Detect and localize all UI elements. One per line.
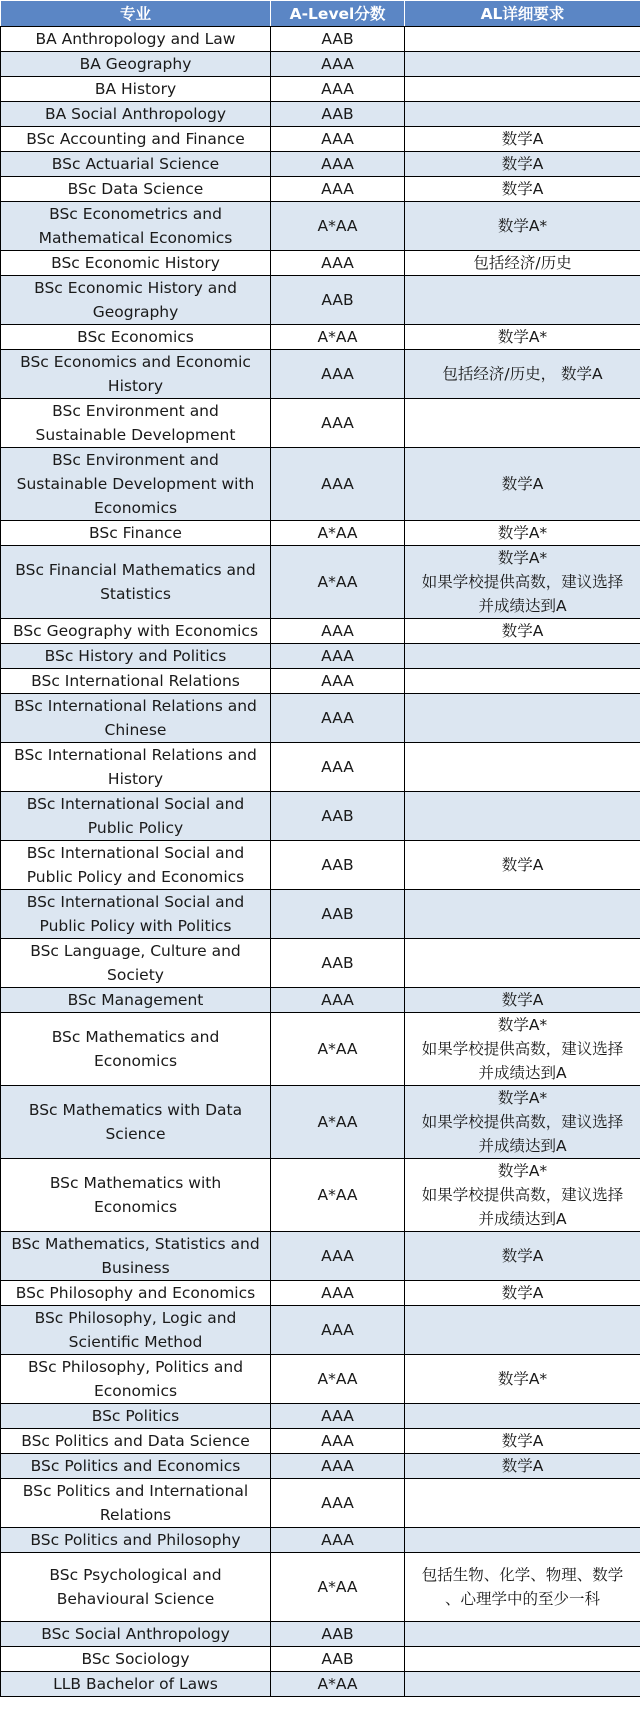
cell-score-text: AAA [321, 365, 354, 383]
cell-score [271, 1355, 405, 1404]
cell-score [271, 77, 405, 102]
cell-detail [405, 1306, 640, 1355]
table-row [1, 521, 640, 546]
cell-score-text: AAA [321, 180, 354, 198]
cell-score [271, 669, 405, 694]
cell-major-text: BSc Geography with Economics [12, 622, 259, 640]
cell-score-text: AAA [321, 1284, 354, 1302]
cell-score [271, 1528, 405, 1553]
cell-score [271, 619, 405, 644]
cell-score-text: A*AA [317, 1370, 358, 1388]
cell-score [271, 152, 405, 177]
cell-score-text: AAA [321, 1321, 354, 1339]
cell-score-text: A*AA [317, 217, 358, 235]
cell-major-text: BSc Language, Culture and Society [30, 942, 241, 984]
cell-detail [405, 52, 640, 77]
cell-major [1, 127, 271, 152]
cell-score-text: AAB [321, 856, 354, 874]
cell-major [1, 1622, 271, 1647]
header-major: 专业 [1, 1, 271, 27]
cell-detail [405, 1647, 640, 1672]
table-row [1, 127, 640, 152]
cell-score-text: AAB [321, 291, 354, 309]
cell-major [1, 1553, 271, 1622]
cell-score-text: AAA [321, 1494, 354, 1512]
cell-detail-text: 包括生物、化学、物理、数学 、心理学中的至少一科 [421, 1566, 624, 1608]
cell-major [1, 1429, 271, 1454]
cell-score [271, 127, 405, 152]
table-row [1, 1013, 640, 1086]
table-row [1, 251, 640, 276]
cell-major [1, 52, 271, 77]
cell-score [271, 251, 405, 276]
cell-score [271, 1454, 405, 1479]
cell-score-text: AAA [321, 672, 354, 690]
cell-score [271, 1622, 405, 1647]
cell-detail [405, 177, 640, 202]
cell-score-text: AAA [321, 991, 354, 1009]
table-row [1, 939, 640, 988]
cell-detail [405, 988, 640, 1013]
cell-major-text: BSc Economics [77, 328, 194, 346]
cell-major [1, 644, 271, 669]
table-row [1, 1306, 640, 1355]
table-row [1, 1622, 640, 1647]
cell-major-text: BSc Politics and Data Science [21, 1432, 250, 1450]
cell-major [1, 1013, 271, 1086]
cell-score-text: A*AA [317, 328, 358, 346]
cell-major [1, 177, 271, 202]
cell-detail-text: 数学A* [497, 524, 548, 542]
table-row [1, 1479, 640, 1528]
cell-major [1, 77, 271, 102]
table-row [1, 1086, 640, 1159]
cell-detail [405, 1232, 640, 1281]
table-row [1, 1429, 640, 1454]
table-row [1, 102, 640, 127]
cell-detail-text: 数学A* 如果学校提供高数，建议选择 并成绩达到A [421, 549, 624, 615]
cell-major [1, 1479, 271, 1528]
cell-score [271, 177, 405, 202]
cell-major-text: BSc Economics and Economic History [20, 353, 251, 395]
cell-detail [405, 743, 640, 792]
table-row [1, 743, 640, 792]
cell-detail-text: 数学A* 如果学校提供高数，建议选择 并成绩达到A [421, 1089, 624, 1155]
cell-detail [405, 890, 640, 939]
cell-major [1, 841, 271, 890]
cell-detail [405, 694, 640, 743]
cell-major-text: BSc Econometrics and Mathematical Economics [38, 205, 233, 247]
cell-score [271, 350, 405, 399]
cell-major [1, 694, 271, 743]
cell-score-text: AAB [321, 807, 354, 825]
cell-score-text: AAB [321, 954, 354, 972]
cell-detail [405, 152, 640, 177]
cell-score [271, 276, 405, 325]
cell-major [1, 988, 271, 1013]
cell-score-text: AAA [321, 1247, 354, 1265]
table-row [1, 52, 640, 77]
cell-major [1, 399, 271, 448]
cell-major-text: BA Geography [79, 55, 192, 73]
table-row [1, 77, 640, 102]
cell-score [271, 890, 405, 939]
cell-major-text: BSc History and Politics [44, 647, 227, 665]
cell-score-text: AAA [321, 647, 354, 665]
header-score: A-Level分数 [271, 1, 405, 27]
cell-score-text: AAA [321, 414, 354, 432]
cell-detail [405, 521, 640, 546]
cell-score-text: A*AA [317, 1578, 358, 1596]
cell-major-text: BSc Economic History [51, 254, 220, 272]
cell-major [1, 792, 271, 841]
cell-score-text: A*AA [317, 1675, 358, 1693]
cell-major-text: BSc Philosophy, Logic and Scientific Method [34, 1309, 237, 1351]
cell-detail [405, 1355, 640, 1404]
cell-major-text: BSc International Social and Public Policy [26, 795, 245, 837]
cell-score-text: AAA [321, 1457, 354, 1475]
cell-score-text: AAA [321, 475, 354, 493]
cell-score-text: A*AA [317, 573, 358, 591]
cell-score-text: AAB [321, 1650, 354, 1668]
cell-score-text: AAA [321, 1407, 354, 1425]
cell-detail [405, 127, 640, 152]
cell-score-text: A*AA [317, 1113, 358, 1131]
table-row [1, 841, 640, 890]
cell-detail-text: 数学A [501, 622, 544, 640]
cell-score [271, 1232, 405, 1281]
cell-detail-text: 数学A [501, 1457, 544, 1475]
cell-detail [405, 77, 640, 102]
cell-score [271, 743, 405, 792]
cell-detail [405, 350, 640, 399]
table-row [1, 27, 640, 52]
cell-major [1, 1355, 271, 1404]
cell-score [271, 325, 405, 350]
cell-score [271, 448, 405, 521]
cell-score [271, 1429, 405, 1454]
cell-detail-text: 数学A [501, 1247, 544, 1265]
cell-major [1, 325, 271, 350]
cell-detail-text: 数学A* [497, 328, 548, 346]
table-row [1, 276, 640, 325]
cell-detail-text: 数学A* [497, 217, 548, 235]
cell-major-text: BSc Financial Mathematics and Statistics [15, 561, 256, 603]
table-row [1, 1528, 640, 1553]
cell-detail [405, 669, 640, 694]
table-row [1, 694, 640, 743]
cell-score [271, 841, 405, 890]
table-row [1, 399, 640, 448]
cell-major-text: BSc Mathematics and Economics [51, 1028, 220, 1070]
cell-detail [405, 102, 640, 127]
table-row [1, 152, 640, 177]
cell-score [271, 1553, 405, 1622]
cell-major-text: BSc Philosophy, Politics and Economics [27, 1358, 244, 1400]
cell-score-text: AAA [321, 758, 354, 776]
cell-major [1, 251, 271, 276]
cell-major-text: BSc Philosophy and Economics [15, 1284, 256, 1302]
cell-major-text: BA Social Anthropology [44, 105, 226, 123]
cell-major [1, 890, 271, 939]
cell-detail [405, 27, 640, 52]
table-row [1, 546, 640, 619]
table-row [1, 1355, 640, 1404]
cell-score-text: AAB [321, 30, 354, 48]
cell-major-text: BSc International Relations and Chinese [14, 697, 257, 739]
header-detail: AL详细要求 [405, 1, 640, 27]
cell-score [271, 102, 405, 127]
cell-score [271, 1086, 405, 1159]
cell-major [1, 1404, 271, 1429]
cell-detail [405, 1553, 640, 1622]
table-row [1, 448, 640, 521]
cell-detail [405, 1404, 640, 1429]
cell-score-text: AAA [321, 55, 354, 73]
cell-score [271, 1013, 405, 1086]
cell-major [1, 448, 271, 521]
cell-major-text: BSc International Relations [31, 672, 240, 690]
table-row [1, 1159, 640, 1232]
cell-score [271, 1159, 405, 1232]
cell-major-text: BSc Environment and Sustainable Development [35, 402, 236, 444]
cell-score [271, 1479, 405, 1528]
table-row [1, 1672, 640, 1697]
cell-detail-text: 包括经济/历史 [473, 254, 572, 272]
cell-major [1, 1159, 271, 1232]
cell-score [271, 27, 405, 52]
cell-detail [405, 1528, 640, 1553]
cell-detail-text: 数学A [501, 1284, 544, 1302]
cell-major-text: BSc Management [67, 991, 204, 1009]
cell-score [271, 1672, 405, 1697]
cell-major [1, 1306, 271, 1355]
cell-score [271, 202, 405, 251]
cell-major-text: LLB Bachelor of Laws [53, 1675, 218, 1693]
cell-detail [405, 1281, 640, 1306]
table-row [1, 325, 640, 350]
cell-detail [405, 448, 640, 521]
cell-major-text: BSc Economic History and Geography [34, 279, 237, 321]
cell-major [1, 1232, 271, 1281]
cell-score [271, 546, 405, 619]
table-row [1, 988, 640, 1013]
cell-detail [405, 644, 640, 669]
cell-detail [405, 1622, 640, 1647]
cell-major [1, 546, 271, 619]
cell-score [271, 988, 405, 1013]
table-row [1, 890, 640, 939]
cell-detail [405, 1159, 640, 1232]
cell-score-text: A*AA [317, 1186, 358, 1204]
cell-detail-text: 数学A* [497, 1370, 548, 1388]
cell-detail [405, 792, 640, 841]
cell-score-text: A*AA [317, 524, 358, 542]
table-row [1, 1232, 640, 1281]
cell-detail [405, 619, 640, 644]
cell-detail [405, 1086, 640, 1159]
cell-major [1, 1086, 271, 1159]
table-row [1, 1647, 640, 1672]
cell-detail [405, 1013, 640, 1086]
cell-major-text: BSc Politics and Philosophy [30, 1531, 241, 1549]
cell-detail [405, 1429, 640, 1454]
cell-major-text: BSc Mathematics, Statistics and Business [11, 1235, 260, 1277]
cell-major-text: BSc Finance [89, 524, 182, 542]
cell-major-text: BSc International Relations and History [14, 746, 257, 788]
cell-score [271, 694, 405, 743]
cell-major-text: BSc Mathematics with Economics [49, 1174, 222, 1216]
table-row [1, 644, 640, 669]
cell-detail [405, 939, 640, 988]
cell-detail-text: 包括经济/历史， 数学A [442, 365, 603, 383]
cell-detail-text: 数学A [501, 155, 544, 173]
table-row [1, 1553, 640, 1622]
cell-major-text: BSc International Social and Public Policy with Politics [26, 893, 245, 935]
cell-detail-text: 数学A [501, 856, 544, 874]
cell-detail-text: 数学A [501, 180, 544, 198]
cell-detail-text: 数学A [501, 991, 544, 1009]
cell-major-text: BSc Politics and Economics [30, 1457, 241, 1475]
cell-major [1, 1672, 271, 1697]
cell-score [271, 644, 405, 669]
table-body [1, 27, 640, 1697]
cell-score [271, 399, 405, 448]
cell-score [271, 52, 405, 77]
cell-detail-text: 数学A* 如果学校提供高数，建议选择 并成绩达到A [421, 1016, 624, 1082]
cell-detail [405, 841, 640, 890]
cell-major [1, 350, 271, 399]
cell-score [271, 939, 405, 988]
table-row [1, 202, 640, 251]
cell-score-text: A*AA [317, 1040, 358, 1058]
cell-score-text: AAB [321, 105, 354, 123]
cell-detail [405, 276, 640, 325]
cell-major-text: BSc Social Anthropology [41, 1625, 230, 1643]
table-row [1, 350, 640, 399]
cell-major [1, 1647, 271, 1672]
cell-detail-text: 数学A [501, 1432, 544, 1450]
cell-score-text: AAA [321, 155, 354, 173]
cell-score [271, 1404, 405, 1429]
cell-detail [405, 399, 640, 448]
cell-major-text: BSc Actuarial Science [51, 155, 220, 173]
cell-major-text: BSc International Social and Public Policy and Economics [26, 844, 245, 886]
cell-score-text: AAA [321, 254, 354, 272]
cell-major-text: BSc Politics and International Relations [22, 1482, 249, 1524]
cell-major [1, 152, 271, 177]
cell-detail-text: 数学A [501, 130, 544, 148]
cell-score [271, 792, 405, 841]
cell-major [1, 669, 271, 694]
cell-major [1, 743, 271, 792]
cell-major-text: BSc Environment and Sustainable Development with Economics [16, 451, 255, 517]
cell-major [1, 202, 271, 251]
cell-detail [405, 325, 640, 350]
cell-score [271, 1647, 405, 1672]
cell-score [271, 1306, 405, 1355]
table-row [1, 792, 640, 841]
cell-major [1, 521, 271, 546]
cell-major [1, 276, 271, 325]
cell-score-text: AAA [321, 130, 354, 148]
cell-score [271, 1281, 405, 1306]
cell-detail [405, 202, 640, 251]
table-row [1, 1404, 640, 1429]
table-row [1, 1281, 640, 1306]
table-row [1, 619, 640, 644]
cell-score-text: AAB [321, 905, 354, 923]
cell-detail [405, 1672, 640, 1697]
cell-major-text: BSc Sociology [81, 1650, 190, 1668]
cell-major-text: BSc Data Science [67, 180, 204, 198]
cell-detail [405, 1454, 640, 1479]
cell-detail-text: 数学A [501, 475, 544, 493]
cell-score [271, 521, 405, 546]
cell-major [1, 27, 271, 52]
cell-score-text: AAB [321, 1625, 354, 1643]
table-row [1, 1454, 640, 1479]
cell-major-text: BSc Politics [91, 1407, 180, 1425]
cell-detail-text: 数学A* 如果学校提供高数，建议选择 并成绩达到A [421, 1162, 624, 1228]
cell-major-text: BA Anthropology and Law [35, 30, 236, 48]
table-row [1, 177, 640, 202]
cell-major-text: BSc Accounting and Finance [26, 130, 245, 148]
cell-score-text: AAA [321, 1531, 354, 1549]
cell-score-text: AAA [321, 622, 354, 640]
header-row [1, 1, 640, 27]
cell-detail [405, 1479, 640, 1528]
cell-major [1, 1528, 271, 1553]
cell-major-text: BA History [94, 80, 177, 98]
cell-detail [405, 546, 640, 619]
cell-detail [405, 251, 640, 276]
cell-score-text: AAA [321, 709, 354, 727]
cell-major-text: BSc Mathematics with Data Science [28, 1101, 243, 1143]
cell-major-text: BSc Psychological and Behavioural Science [49, 1566, 222, 1608]
cell-score-text: AAA [321, 1432, 354, 1450]
cell-score-text: AAA [321, 80, 354, 98]
cell-major [1, 1281, 271, 1306]
cell-major [1, 939, 271, 988]
cell-major [1, 619, 271, 644]
table-row [1, 669, 640, 694]
cell-major [1, 102, 271, 127]
cell-major [1, 1454, 271, 1479]
